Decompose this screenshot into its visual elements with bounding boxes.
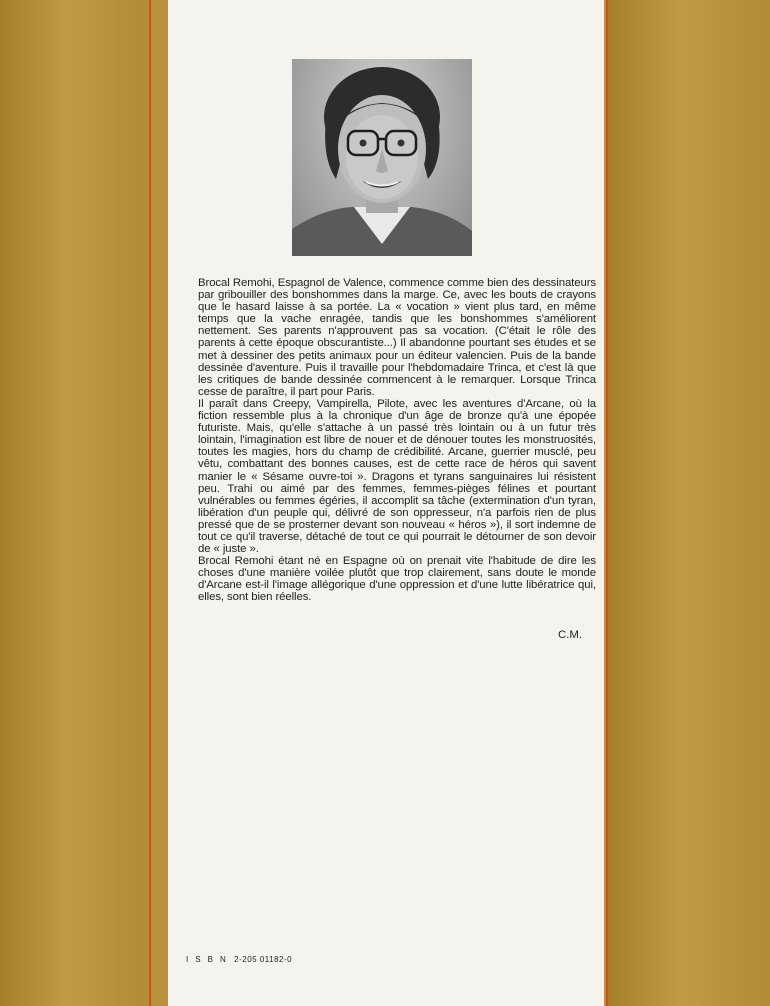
isbn-label: I S B N	[186, 955, 229, 964]
author-signature: C.M.	[557, 629, 582, 641]
left-red-rule	[149, 0, 151, 1006]
biography-paragraph-2: Il paraît dans Creepy, Vampirella, Pilote, avec les aventures d'Arcane, où la fiction ressemble plus à la chronique d'un âge de bronze qu'à une épopée futuriste. Mais, qu'elle s'attache à un passé très lointain ou à un futur très lointain, l'imagination est libre de nouer et de dénouer toutes les monstruosités, toutes les magies, hors du champ de crédibilité. Arcane, guerrier musclé, peu vêtu, combattant des bonnes causes, est de cette race de héros qui savent manier le « Sésame ouvre-toi ». Dragons et tyrans sanguinaires lui résistent peu. Trahi ou aimé par des femmes, femmes-pièges félines et pourtant vulnérables ou femmes égéries, il accomplit sa tâche (extermination d'un tyran, libération d'un peuple qui, délivré de son oppresseur, n'a parfois rien de plus pressé que de se prosterner devant son nouveau « héros »), il sort indemne de tout ce qu'il traverse, détaché de tout ce qui pourrait le détourner de son devoir de « juste ».	[198, 397, 596, 556]
biography-paragraph-1: Brocal Remohi, Espagnol de Valence, commence comme bien des dessinateurs par gribouiller des bonshommes dans la marge. Ce, avec les bouts de crayons que le hasard laisse à sa portée. La « vocation » vient plus tard, en même temps que la vache enragée, tandis que les bonshommes s'améliorent nettement. Ses parents n'approuvent pas sa vocation. (C'était le rôle des parents à cette époque obscurantiste...) Il abandonne pourtant ses études et se met à dessiner des petits animaux pour un éditeur valencien. Puis de la bande dessinée d'aventure. Puis il travaille pour l'hebdomadaire Trinca, et c'est là que les critiques de bande dessinée commencent à le remarquer. Lorsque Trinca cesse de paraître, il part pour Paris.	[198, 277, 596, 398]
right-red-rule	[606, 0, 608, 1006]
isbn-line	[186, 955, 292, 964]
biography-paragraph-3: Brocal Remohi étant né en Espagne où on prenait vite l'habitude de dire les choses d'une manière voilée plutôt que trop clairement, sans doute le monde d'Arcane est-il l'image allégorique d'une oppression et d'une lutte libératrice qui, elles, sont bien réelles.	[198, 555, 596, 604]
cover-left-band	[0, 0, 148, 1006]
author-portrait-photo	[292, 59, 472, 256]
cover-right-band	[608, 0, 770, 1006]
isbn-number: 2-205 01182-0	[234, 955, 293, 964]
author-biography	[198, 277, 596, 604]
